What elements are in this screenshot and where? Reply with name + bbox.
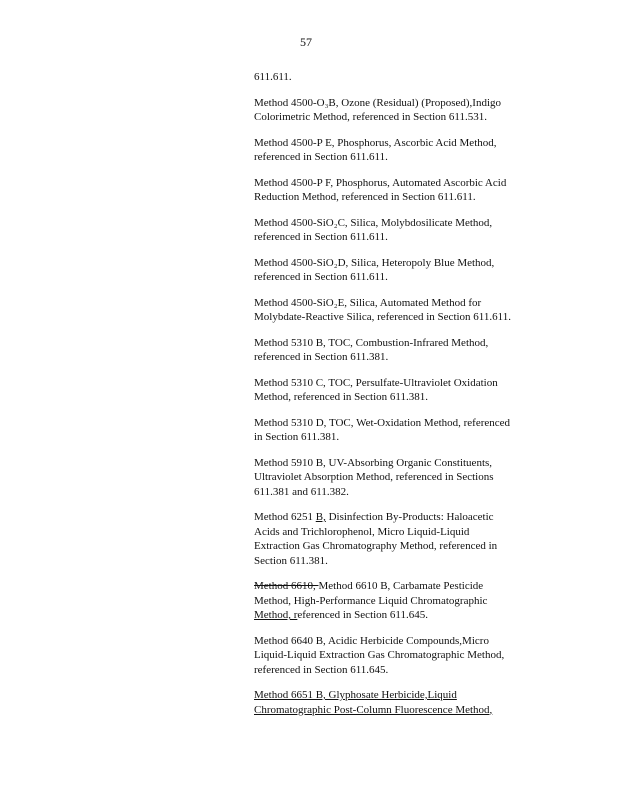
text-line: Method 4500-SiO₂D, Silica, Heteropoly Blue Method, xyxy=(254,256,495,269)
text-line: Liquid-Liquid Extraction Gas Chromatographic Method, xyxy=(254,649,505,661)
text-line: referenced in Section 611.611. xyxy=(254,151,388,163)
text-line: Method 5310 C, TOC, Persulfate-Ultraviolet Oxidation xyxy=(254,376,498,389)
text-line: referenced in Section 611.381. xyxy=(254,351,389,363)
text-line xyxy=(254,579,534,594)
text-line: referenced in Section 611.645. xyxy=(254,663,389,676)
text-line: Method 5310 D, TOC, Wet-Oxidation Method, referenced xyxy=(254,416,511,429)
text-line: in Section 611.381. xyxy=(254,431,340,443)
text-line: Ultraviolet Absorption Method, referenced in Sections xyxy=(254,471,494,483)
paragraph xyxy=(254,256,534,285)
text-line: Method 5310 B, TOC, Combustion-Infrared Method, xyxy=(254,336,489,349)
text-line: Method 4500-SiO₂E, Silica, Automated Method for xyxy=(254,296,482,309)
text-line: Method, referenced in Section 611.381. xyxy=(254,391,429,403)
text-segment: eferenced in Section 611.645. xyxy=(297,609,429,621)
struck-deletion: Method 6610, xyxy=(254,580,319,592)
paragraph xyxy=(254,216,534,245)
paragraph xyxy=(254,456,534,500)
text-line: Colorimetric Method, referenced in Section 611.531. xyxy=(254,111,487,123)
text-line: Method, High-Performance Liquid Chromatographic xyxy=(254,594,488,607)
text-line: Method 6640 B, Acidic Herbicide Compounds,Micro xyxy=(254,634,489,647)
text-line: Method 4500-O₃B, Ozone (Residual) (Proposed),Indigo xyxy=(254,96,502,109)
text-line xyxy=(254,608,534,623)
underlined-line: Chromatographic Post-Column Fluorescence Method, xyxy=(254,703,493,716)
text-line: Section 611.381. xyxy=(254,554,328,567)
paragraph-6651 xyxy=(254,688,534,717)
paragraph xyxy=(254,70,534,85)
paragraph xyxy=(254,296,534,325)
text-segment: Method 6251 xyxy=(254,511,316,523)
text-line: 611.611. xyxy=(254,71,292,83)
text-segment: Disinfection By-Products: Haloacetic xyxy=(325,511,494,523)
text-line: Method 4500-P E, Phosphorus, Ascorbic Acid Method, xyxy=(254,136,497,149)
text-line: Acids and Trichlorophenol, Micro Liquid-Liquid xyxy=(254,525,470,538)
text-line xyxy=(254,510,534,525)
text-line: Extraction Gas Chromatography Method, referenced in xyxy=(254,540,498,552)
paragraph-6640 xyxy=(254,634,534,678)
text-line: referenced in Section 611.611. xyxy=(254,231,388,243)
text-line: 611.381 and 611.382. xyxy=(254,485,349,498)
paragraph xyxy=(254,176,534,205)
paragraph-6610 xyxy=(254,579,534,623)
text-line: Method 4500-P F, Phosphorus, Automated Ascorbic Acid xyxy=(254,176,507,189)
paragraph xyxy=(254,416,534,445)
text-line: Method 4500-SiO₂C, Silica, Molybdosilicate Method, xyxy=(254,216,493,229)
paragraph-6251 xyxy=(254,510,534,568)
underlined-line: Method 6651 B, Glyphosate Herbicide,Liquid xyxy=(254,689,457,701)
paragraph xyxy=(254,96,534,125)
paragraph xyxy=(254,136,534,165)
underlined-insertion: B, xyxy=(315,511,326,523)
text-line: Molybdate-Reactive Silica, referenced in Section 611.611. xyxy=(254,311,511,323)
document-body xyxy=(254,70,534,728)
text-line: Reduction Method, referenced in Section 611.611. xyxy=(254,191,476,203)
text-line: referenced in Section 611.611. xyxy=(254,271,388,283)
text-line: Method 5910 B, UV-Absorbing Organic Constituents, xyxy=(254,456,493,469)
text-segment: Method 6610 B, Carbamate Pesticide xyxy=(318,580,484,592)
underlined-insertion: Method, r xyxy=(254,609,298,621)
paragraph xyxy=(254,376,534,405)
page-number: 57 xyxy=(300,35,312,49)
paragraph xyxy=(254,336,534,365)
